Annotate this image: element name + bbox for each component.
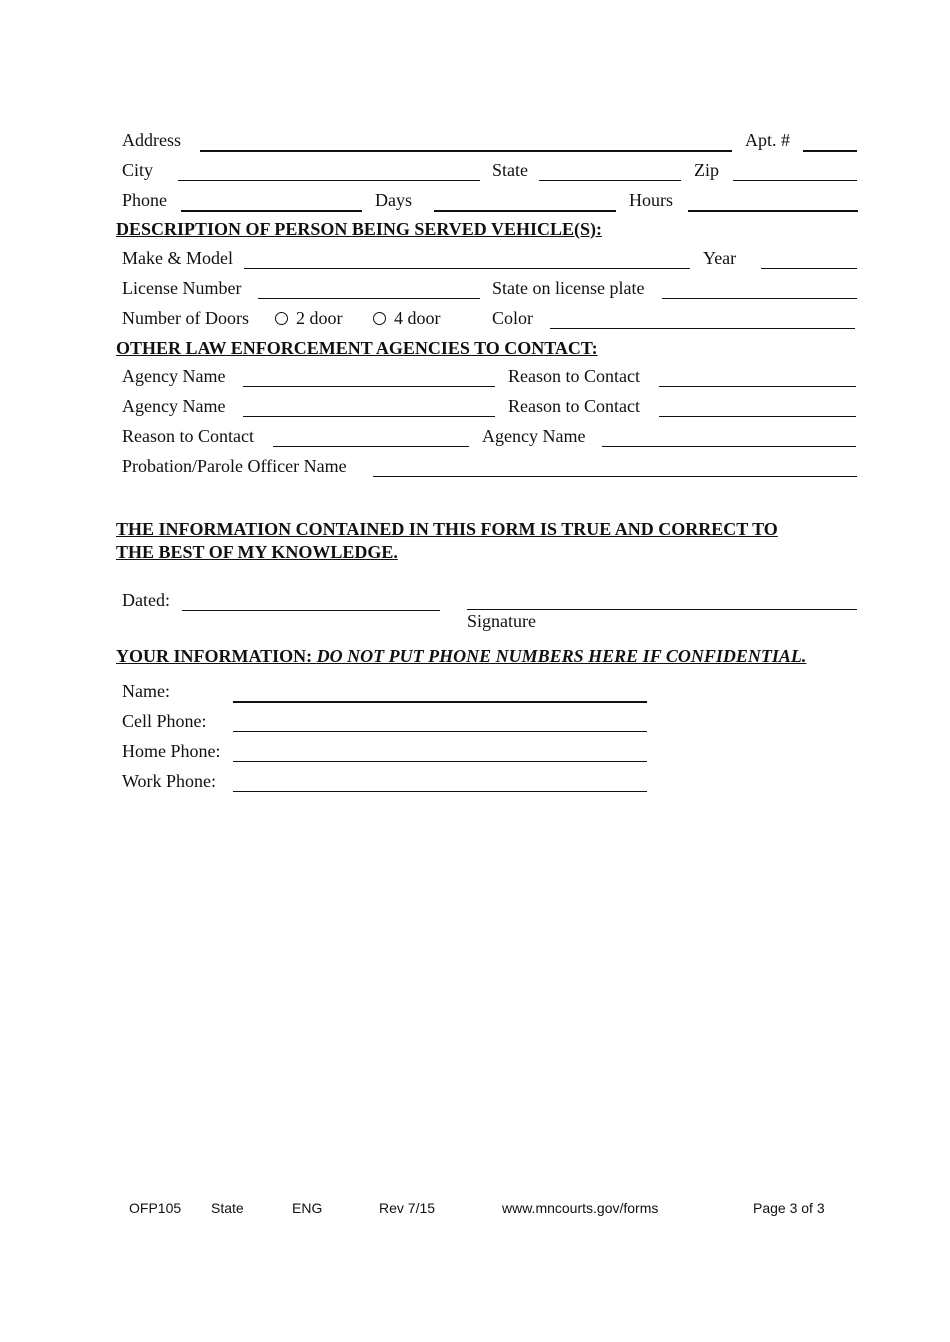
agencies-heading: OTHER LAW ENFORCEMENT AGENCIES TO CONTACT: (116, 338, 598, 358)
make-model-label: Make & Model (122, 248, 233, 268)
color-field[interactable] (550, 328, 855, 329)
year-label: Year (703, 248, 737, 268)
zip-field[interactable] (733, 180, 857, 181)
agency-name-label-1: Agency Name (122, 366, 226, 386)
agency-name-label-2: Agency Name (122, 396, 226, 416)
state-field[interactable] (539, 180, 681, 181)
make-model-field[interactable] (244, 268, 690, 269)
apt-field[interactable] (803, 150, 857, 152)
reason-label-3: Reason to Contact (122, 426, 254, 446)
footer-form-id: OFP105 (129, 1200, 182, 1216)
state-plate-field[interactable] (662, 298, 857, 299)
days-label: Days (375, 190, 412, 210)
reason-label-1: Reason to Contact (508, 366, 640, 386)
cell-phone-field[interactable] (233, 731, 647, 732)
cell-phone-label: Cell Phone: (122, 711, 207, 731)
home-phone-label: Home Phone: (122, 741, 221, 761)
phone-field[interactable] (181, 210, 362, 212)
signature-label: Signature (467, 611, 536, 631)
option-2door-label: 2 door (296, 308, 343, 328)
address-field[interactable] (200, 150, 732, 152)
reason-field-1[interactable] (659, 386, 856, 387)
footer-state: State (211, 1200, 244, 1216)
phone-label: Phone (122, 190, 167, 210)
option-4door-label: 4 door (394, 308, 441, 328)
color-label: Color (492, 308, 534, 328)
probation-label: Probation/Parole Officer Name (122, 456, 347, 476)
reason-field-3[interactable] (273, 446, 469, 447)
city-label: City (122, 160, 154, 180)
state-plate-label: State on license plate (492, 278, 645, 298)
dated-field[interactable] (182, 610, 440, 611)
agency-name-field-3[interactable] (602, 446, 856, 447)
doors-label: Number of Doors (122, 308, 249, 328)
dated-label: Dated: (122, 590, 170, 610)
footer-page: Page 3 of 3 (753, 1200, 825, 1216)
radio-4door[interactable] (373, 312, 386, 325)
reason-field-2[interactable] (659, 416, 856, 417)
vehicle-heading: DESCRIPTION OF PERSON BEING SERVED VEHICLE(S): (116, 219, 602, 239)
footer-lang: ENG (292, 1200, 323, 1216)
license-label: License Number (122, 278, 242, 298)
state-label: State (492, 160, 528, 180)
days-field[interactable] (434, 210, 616, 212)
zip-label: Zip (694, 160, 719, 180)
address-label: Address (122, 130, 181, 150)
attest-line-1: THE INFORMATION CONTAINED IN THIS FORM IS TRUE AND CORRECT TO (116, 519, 778, 539)
license-field[interactable] (258, 298, 480, 299)
work-phone-field[interactable] (233, 791, 647, 792)
footer-url[interactable]: www.mncourts.gov/forms (502, 1200, 659, 1216)
city-field[interactable] (178, 180, 480, 181)
agency-name-field-2[interactable] (243, 416, 495, 417)
your-info-heading (116, 646, 806, 666)
attest-line-2: THE BEST OF MY KNOWLEDGE. (116, 542, 398, 562)
home-phone-field[interactable] (233, 761, 647, 762)
your-info-heading-bold: YOUR INFORMATION: (116, 646, 317, 666)
apt-label: Apt. # (745, 130, 790, 150)
name-field[interactable] (233, 701, 647, 703)
probation-field[interactable] (373, 476, 857, 477)
agency-name-field-1[interactable] (243, 386, 495, 387)
agency-name-label-3: Agency Name (482, 426, 586, 446)
work-phone-label: Work Phone: (122, 771, 217, 791)
your-info-heading-warning: DO NOT PUT PHONE NUMBERS HERE IF CONFIDENTIAL. (316, 646, 807, 666)
year-field[interactable] (761, 268, 857, 269)
reason-label-2: Reason to Contact (508, 396, 640, 416)
hours-field[interactable] (688, 210, 858, 212)
footer-rev: Rev 7/15 (379, 1200, 436, 1216)
name-label: Name: (122, 681, 170, 701)
hours-label: Hours (629, 190, 673, 210)
signature-field[interactable] (467, 609, 857, 610)
radio-2door[interactable] (275, 312, 288, 325)
